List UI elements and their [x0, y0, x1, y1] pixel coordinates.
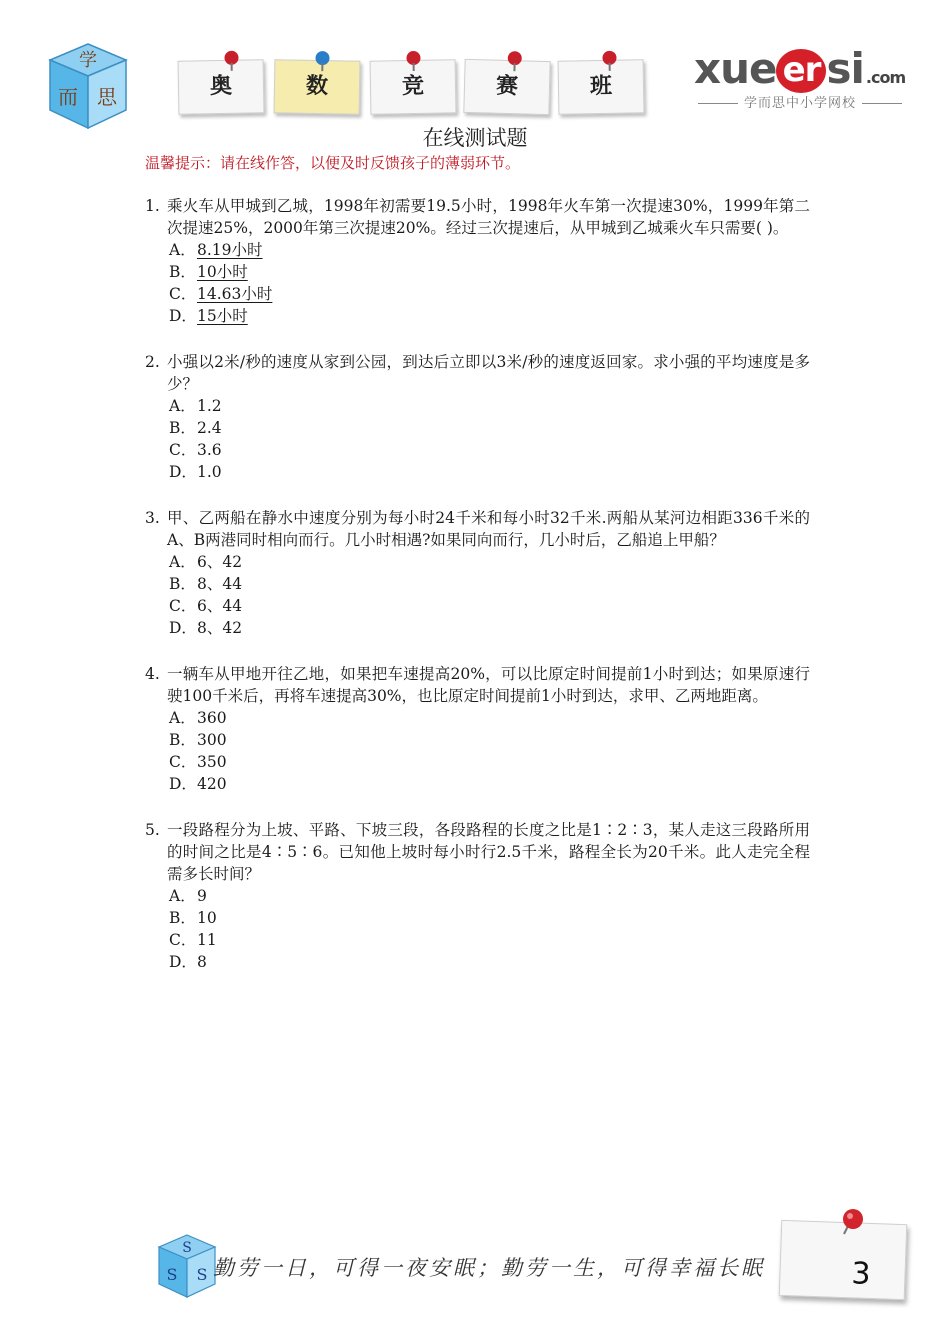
- option-letter: D．: [169, 953, 197, 971]
- brand-highlight: er: [776, 49, 826, 93]
- footer-motto: 勤劳一日，可得一夜安眠；勤劳一生，可得幸福长眠: [213, 1256, 765, 1280]
- option-text: 300: [197, 731, 227, 749]
- option-letter: D．: [169, 463, 197, 481]
- answer-option-a[interactable]: [169, 551, 810, 573]
- footer-cube-char-right: S: [196, 1265, 208, 1284]
- answer-option-c[interactable]: [169, 595, 810, 617]
- question-number: 5.: [145, 821, 160, 839]
- pushpin-icon: [315, 51, 329, 65]
- option-text: 11: [197, 931, 217, 949]
- option-text: 8、42: [197, 619, 243, 637]
- question-stem: [145, 195, 810, 239]
- option-text: 1.0: [197, 463, 222, 481]
- option-letter: B．: [169, 909, 196, 927]
- question-stem: [145, 819, 810, 885]
- answer-option-b[interactable]: [169, 261, 810, 283]
- answer-option-c[interactable]: [169, 751, 810, 773]
- option-letter: D．: [169, 775, 197, 793]
- option-letter: A．: [169, 397, 196, 415]
- answer-option-a[interactable]: [169, 885, 810, 907]
- brand-suffix: si: [826, 44, 864, 93]
- option-text: 8.19小时: [197, 241, 263, 259]
- question-1: [145, 195, 810, 327]
- question-4: [145, 663, 810, 795]
- page-number: 3: [850, 1256, 872, 1292]
- question-stem: [145, 351, 810, 395]
- answer-option-d[interactable]: [169, 773, 810, 795]
- pushpin-icon: [602, 51, 616, 65]
- option-letter: C．: [169, 285, 197, 303]
- pushpin-icon: [838, 1208, 868, 1238]
- question-number: 1.: [145, 197, 160, 215]
- note-4: [558, 59, 645, 114]
- question-text: 一辆车从甲地开往乙地，如果把车速提高20%，可以比原定时间提前1小时到达；如果原速行驶100千米后，再将车速提高30%，也比原定时间提前1小时到达，求甲、乙两地距离。: [167, 665, 810, 705]
- answer-option-b[interactable]: [169, 573, 810, 595]
- brand-wordmark: [694, 44, 905, 93]
- xueersi-cube-logo: [46, 40, 130, 132]
- note-3: [463, 59, 550, 115]
- answer-option-c[interactable]: [169, 439, 810, 461]
- question-text: 小强以2米/秒的速度从家到公园，到达后立即以3米/秒的速度返回家。求小强的平均速度是多少？: [167, 353, 810, 393]
- note-label: 竞: [401, 73, 425, 100]
- answer-option-d[interactable]: [169, 461, 810, 483]
- option-text: 8、44: [197, 575, 243, 593]
- note-1: [274, 59, 361, 114]
- pushpin-icon: [406, 51, 420, 65]
- brand-subtitle-text: 学而思中小学网校: [743, 96, 856, 111]
- reminder-notice: 温馨提示：请在线作答，以便及时反馈孩子的薄弱环节。: [145, 154, 521, 172]
- option-text: 360: [197, 709, 227, 727]
- question-number: 4.: [145, 665, 160, 683]
- option-letter: D．: [169, 307, 197, 325]
- answer-option-b[interactable]: [169, 417, 810, 439]
- note-label: 数: [305, 73, 329, 100]
- option-letter: B．: [169, 731, 196, 749]
- option-letter: D．: [169, 619, 197, 637]
- answer-option-a[interactable]: [169, 239, 810, 261]
- brand-subtitle: [682, 92, 918, 111]
- answer-option-a[interactable]: [169, 707, 810, 729]
- option-text: 15小时: [197, 307, 248, 325]
- cube-char-left: 而: [58, 85, 78, 109]
- option-text: 3.6: [197, 441, 222, 459]
- option-text: 10小时: [197, 263, 248, 281]
- option-letter: C．: [169, 441, 197, 459]
- answer-option-c[interactable]: [169, 929, 810, 951]
- option-text: 350: [197, 753, 227, 771]
- option-text: 1.2: [197, 397, 222, 415]
- option-text: 9: [197, 887, 207, 905]
- answer-option-c[interactable]: [169, 283, 810, 305]
- option-letter: A．: [169, 709, 196, 727]
- option-text: 6、44: [197, 597, 243, 615]
- option-letter: B．: [169, 263, 196, 281]
- answer-option-b[interactable]: [169, 907, 810, 929]
- option-text: 420: [197, 775, 227, 793]
- option-text: 6、42: [197, 553, 243, 571]
- option-letter: B．: [169, 575, 196, 593]
- answer-option-d[interactable]: [169, 617, 810, 639]
- question-text: 一段路程分为上坡、平路、下坡三段，各段路程的长度之比是1∶2∶3，某人走这三段路所用的时间之比是4∶5∶6。已知他上坡时每小时行2.5千米，路程全长为20千米。此人走完全程需多长时间？: [167, 821, 810, 883]
- option-text: 10: [197, 909, 217, 927]
- answer-option-a[interactable]: [169, 395, 810, 417]
- footer-cube-char-top: S: [182, 1240, 192, 1256]
- cube-char-top: 学: [79, 50, 97, 71]
- footer-cube-logo: [156, 1232, 218, 1300]
- footer-cube-char-left: S: [166, 1265, 178, 1284]
- brand-prefix: xue: [694, 44, 777, 93]
- note-label: 奥: [209, 73, 233, 100]
- option-letter: C．: [169, 597, 197, 615]
- question-number: 2.: [145, 353, 160, 371]
- option-text: 14.63小时: [197, 285, 273, 303]
- option-letter: B．: [169, 419, 196, 437]
- option-letter: A．: [169, 241, 196, 259]
- option-letter: A．: [169, 887, 196, 905]
- option-letter: C．: [169, 931, 197, 949]
- question-text: 甲、乙两船在静水中速度分别为每小时24千米和每小时32千米.两船从某河边相距336千米的A、B两港同时相向而行。几小时相遇?如果同向而行，几小时后，乙船追上甲船？: [167, 509, 810, 549]
- pushpin-icon: [224, 51, 238, 65]
- question-number: 3.: [145, 509, 160, 527]
- option-letter: A．: [169, 553, 196, 571]
- note-2: [370, 59, 457, 114]
- option-text: 8: [197, 953, 207, 971]
- cube-char-right: 思: [97, 85, 117, 109]
- question-stem: [145, 663, 810, 707]
- question-text: 乘火车从甲城到乙城，1998年初需要19.5小时，1998年火车第一次提速30%，1999年第二次提速25%，2000年第三次提速20%。经过三次提速后，从甲城到乙城乘火车只需要( )。: [167, 197, 810, 237]
- note-label: 班: [589, 73, 613, 100]
- question-3: [145, 507, 810, 639]
- question-stem: [145, 507, 810, 551]
- brand-domain: .com: [865, 68, 906, 87]
- note-label: 赛: [495, 73, 519, 100]
- answer-option-b[interactable]: [169, 729, 810, 751]
- question-list: [145, 195, 810, 997]
- question-5: [145, 819, 810, 973]
- option-text: 2.4: [197, 419, 222, 437]
- note-0: [178, 59, 265, 114]
- option-letter: C．: [169, 753, 197, 771]
- xueersi-brand-logo: [690, 44, 910, 114]
- question-2: [145, 351, 810, 483]
- answer-option-d[interactable]: [169, 951, 810, 973]
- pushpin-icon: [508, 51, 522, 65]
- page-title: 在线测试题: [422, 126, 528, 150]
- answer-option-d[interactable]: [169, 305, 810, 327]
